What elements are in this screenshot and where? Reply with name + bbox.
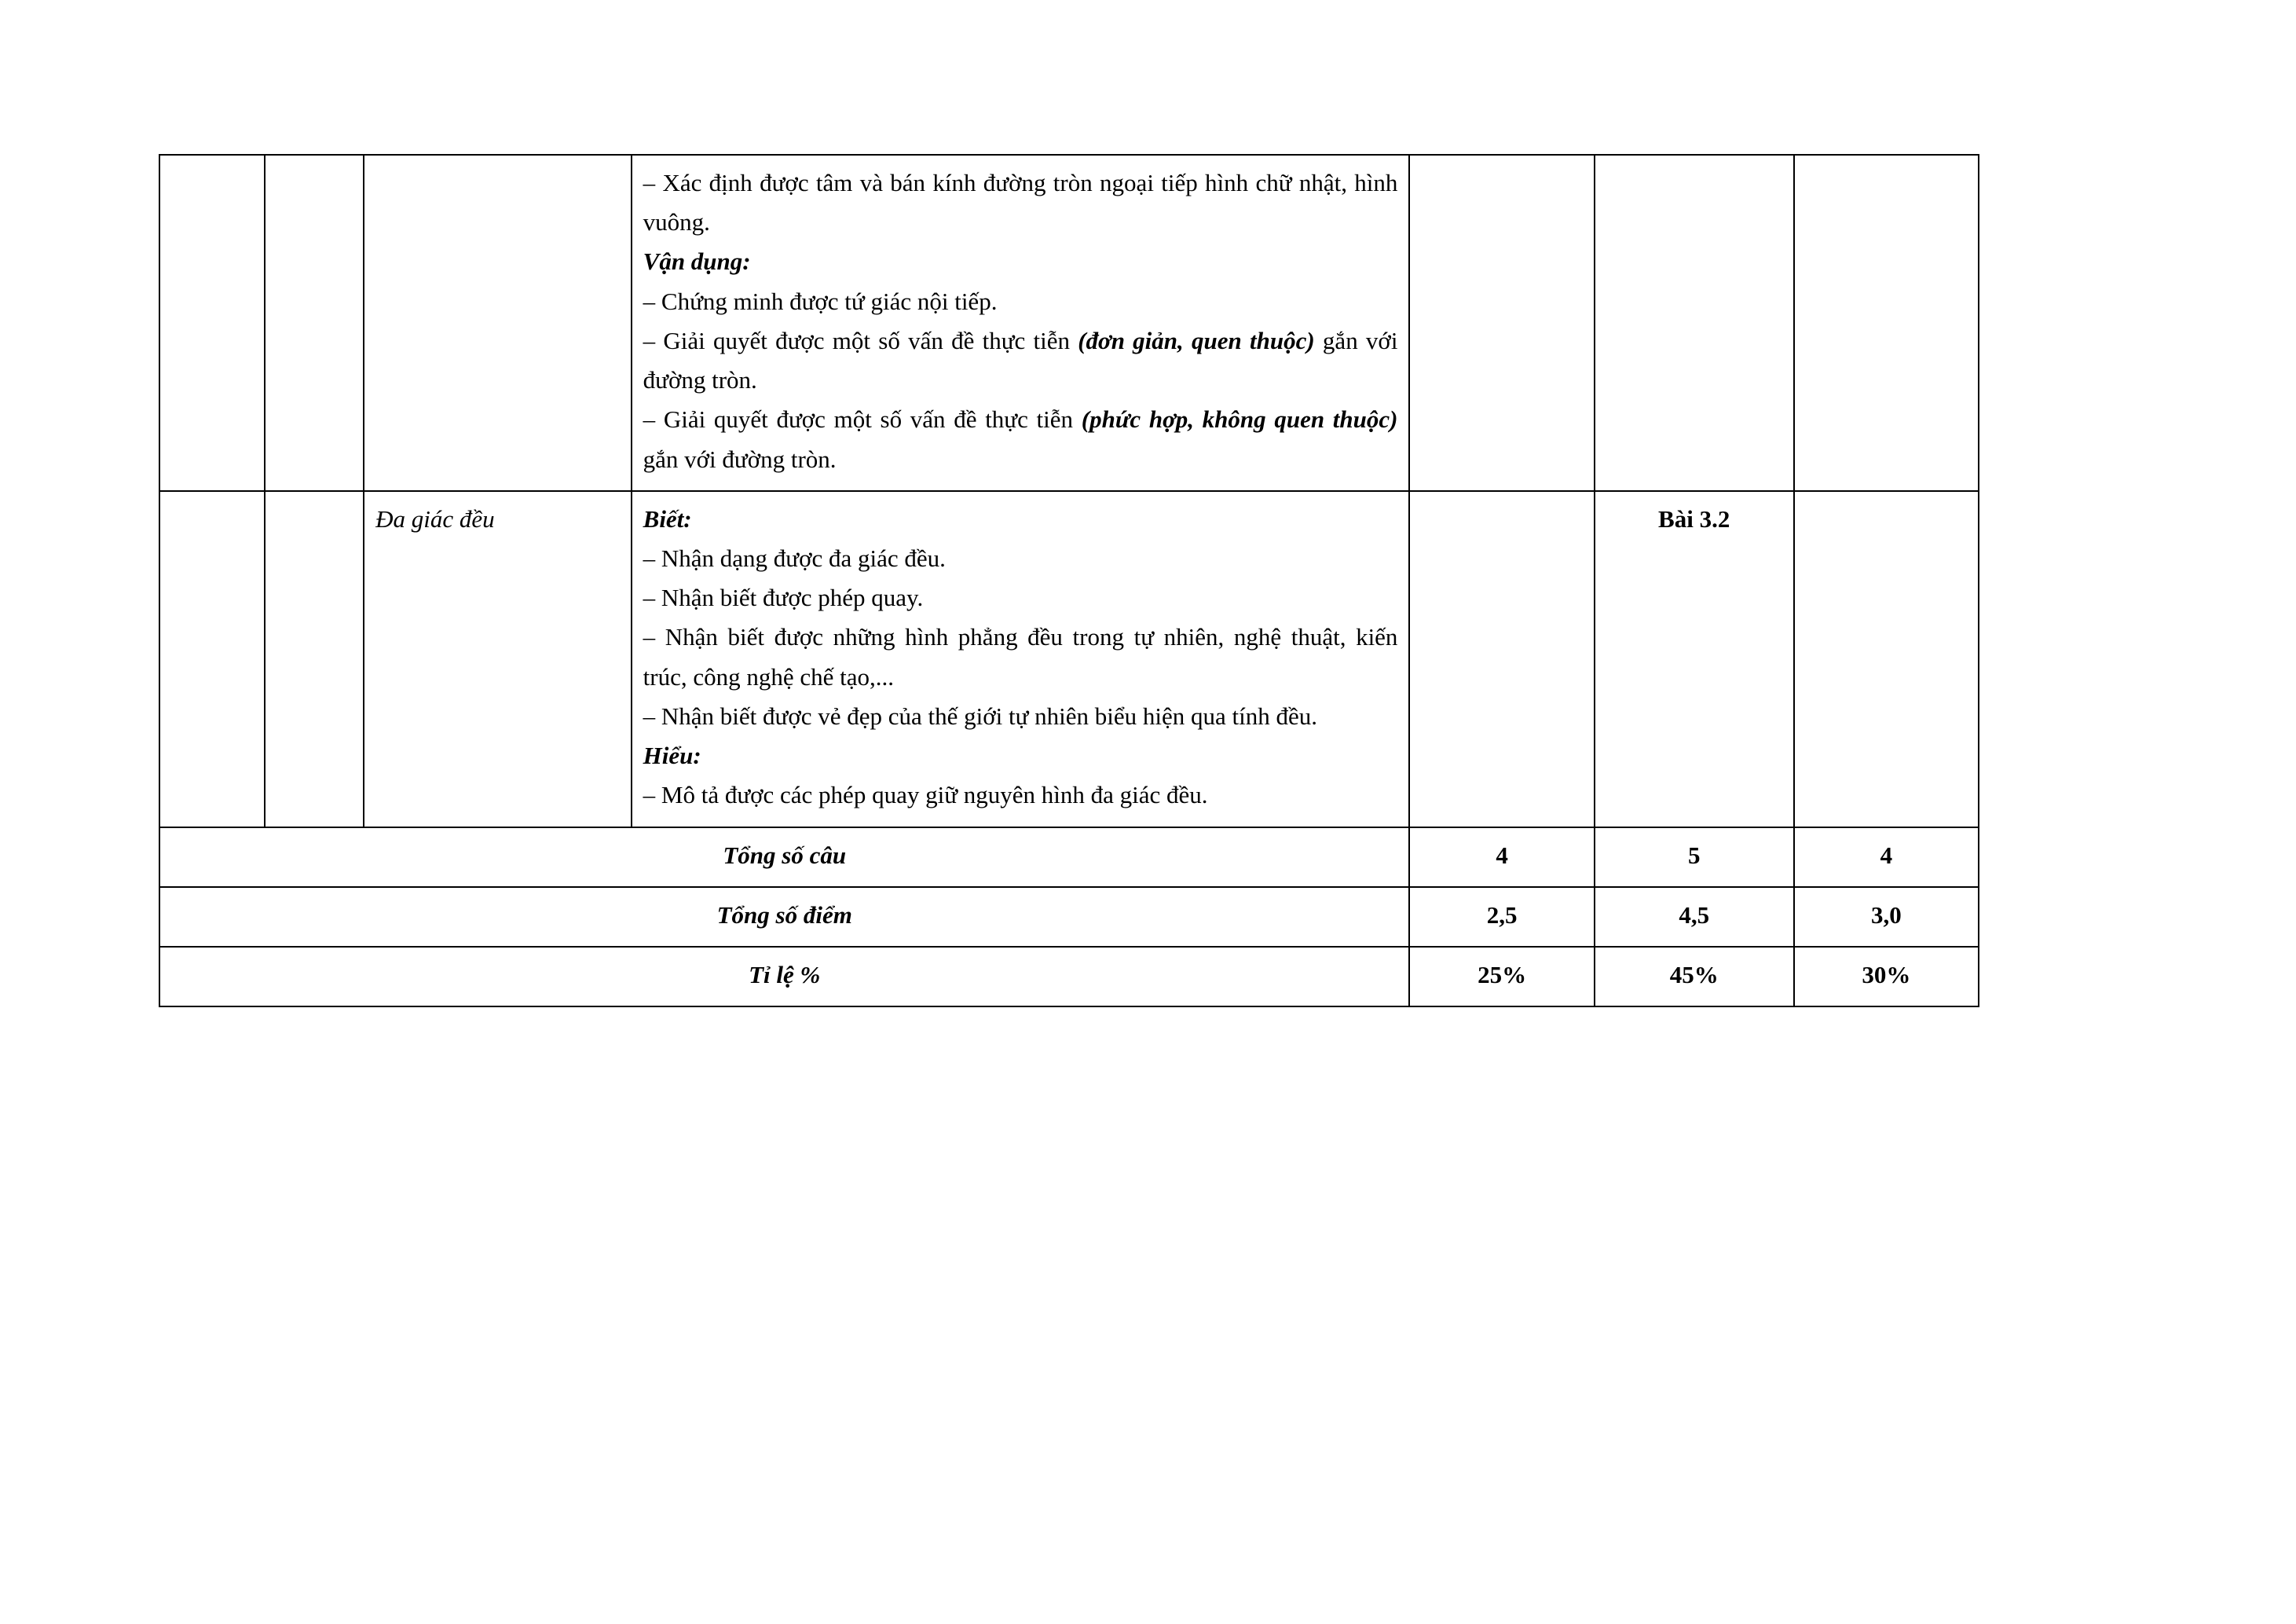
cell-requirements-circle [632, 155, 1410, 491]
cell-nhan-biet-polygon [1409, 491, 1594, 827]
cell-thong-hieu-blank [1595, 155, 1794, 491]
cell-van-dung-blank [1794, 155, 1979, 491]
req-label-hieu: Hiểu: [643, 742, 701, 770]
table-row-summary [159, 827, 1979, 887]
table-row-summary [159, 887, 1979, 947]
summary-label-total-questions: Tổng số câu [159, 827, 1409, 887]
cell-chapter-blank [159, 155, 265, 491]
summary-value-th-points: 4,5 [1595, 887, 1794, 947]
assessment-matrix-table [159, 154, 1979, 1007]
summary-value-nb-points: 2,5 [1409, 887, 1594, 947]
req-line: – Giải quyết được một số vấn đề thực tiễn (đơn giản, quen thuộc) gắn với đường tròn. [643, 326, 1398, 394]
cell-nhan-biet-blank [1409, 155, 1594, 491]
table-row-summary [159, 947, 1979, 1006]
summary-value-nb-percent: 25% [1409, 947, 1594, 1006]
summary-value-nb-questions: 4 [1409, 827, 1594, 887]
req-line: – Xác định được tâm và bán kính đường tròn ngoại tiếp hình chữ nhật, hình vuông. [643, 169, 1398, 236]
req-line: – Chứng minh được tứ giác nội tiếp. [643, 287, 998, 315]
table-row [159, 155, 1979, 491]
req-line: – Nhận dạng được đa giác đều. [643, 544, 946, 572]
req-line: – Nhận biết được vẻ đẹp của thế giới tự nhiên biểu hiện qua tính đều. [643, 702, 1318, 730]
cell-requirements-polygon [632, 491, 1410, 827]
req-line: – Nhận biết được những hình phẳng đều trong tự nhiên, nghệ thuật, kiến trúc, công nghệ chế tạo,... [643, 623, 1398, 691]
cell-index-blank-2 [265, 491, 364, 827]
cell-topic-polygon: Đa giác đều [364, 491, 632, 827]
req-line: – Nhận biết được phép quay. [643, 584, 924, 612]
summary-value-th-questions: 5 [1595, 827, 1794, 887]
cell-index-blank [265, 155, 364, 491]
summary-value-th-percent: 45% [1595, 947, 1794, 1006]
cell-thong-hieu-polygon: Bài 3.2 [1595, 491, 1794, 827]
summary-value-vd-points: 3,0 [1794, 887, 1979, 947]
summary-label-percentage: Tỉ lệ % [159, 947, 1409, 1006]
req-label-biet: Biết: [643, 504, 692, 533]
table-row [159, 491, 1979, 827]
cell-van-dung-polygon [1794, 491, 1979, 827]
summary-value-vd-questions: 4 [1794, 827, 1979, 887]
cell-chapter-blank-2 [159, 491, 265, 827]
req-label-van-dung: Vận dụng: [643, 247, 751, 276]
summary-label-total-points: Tổng số điểm [159, 887, 1409, 947]
req-line: – Giải quyết được một số vấn đề thực tiễn (phức hợp, không quen thuộc) gắn với đường tròn. [643, 405, 1398, 473]
summary-value-vd-percent: 30% [1794, 947, 1979, 1006]
req-line: – Mô tả được các phép quay giữ nguyên hình đa giác đều. [643, 781, 1208, 809]
cell-topic-blank [364, 155, 632, 491]
